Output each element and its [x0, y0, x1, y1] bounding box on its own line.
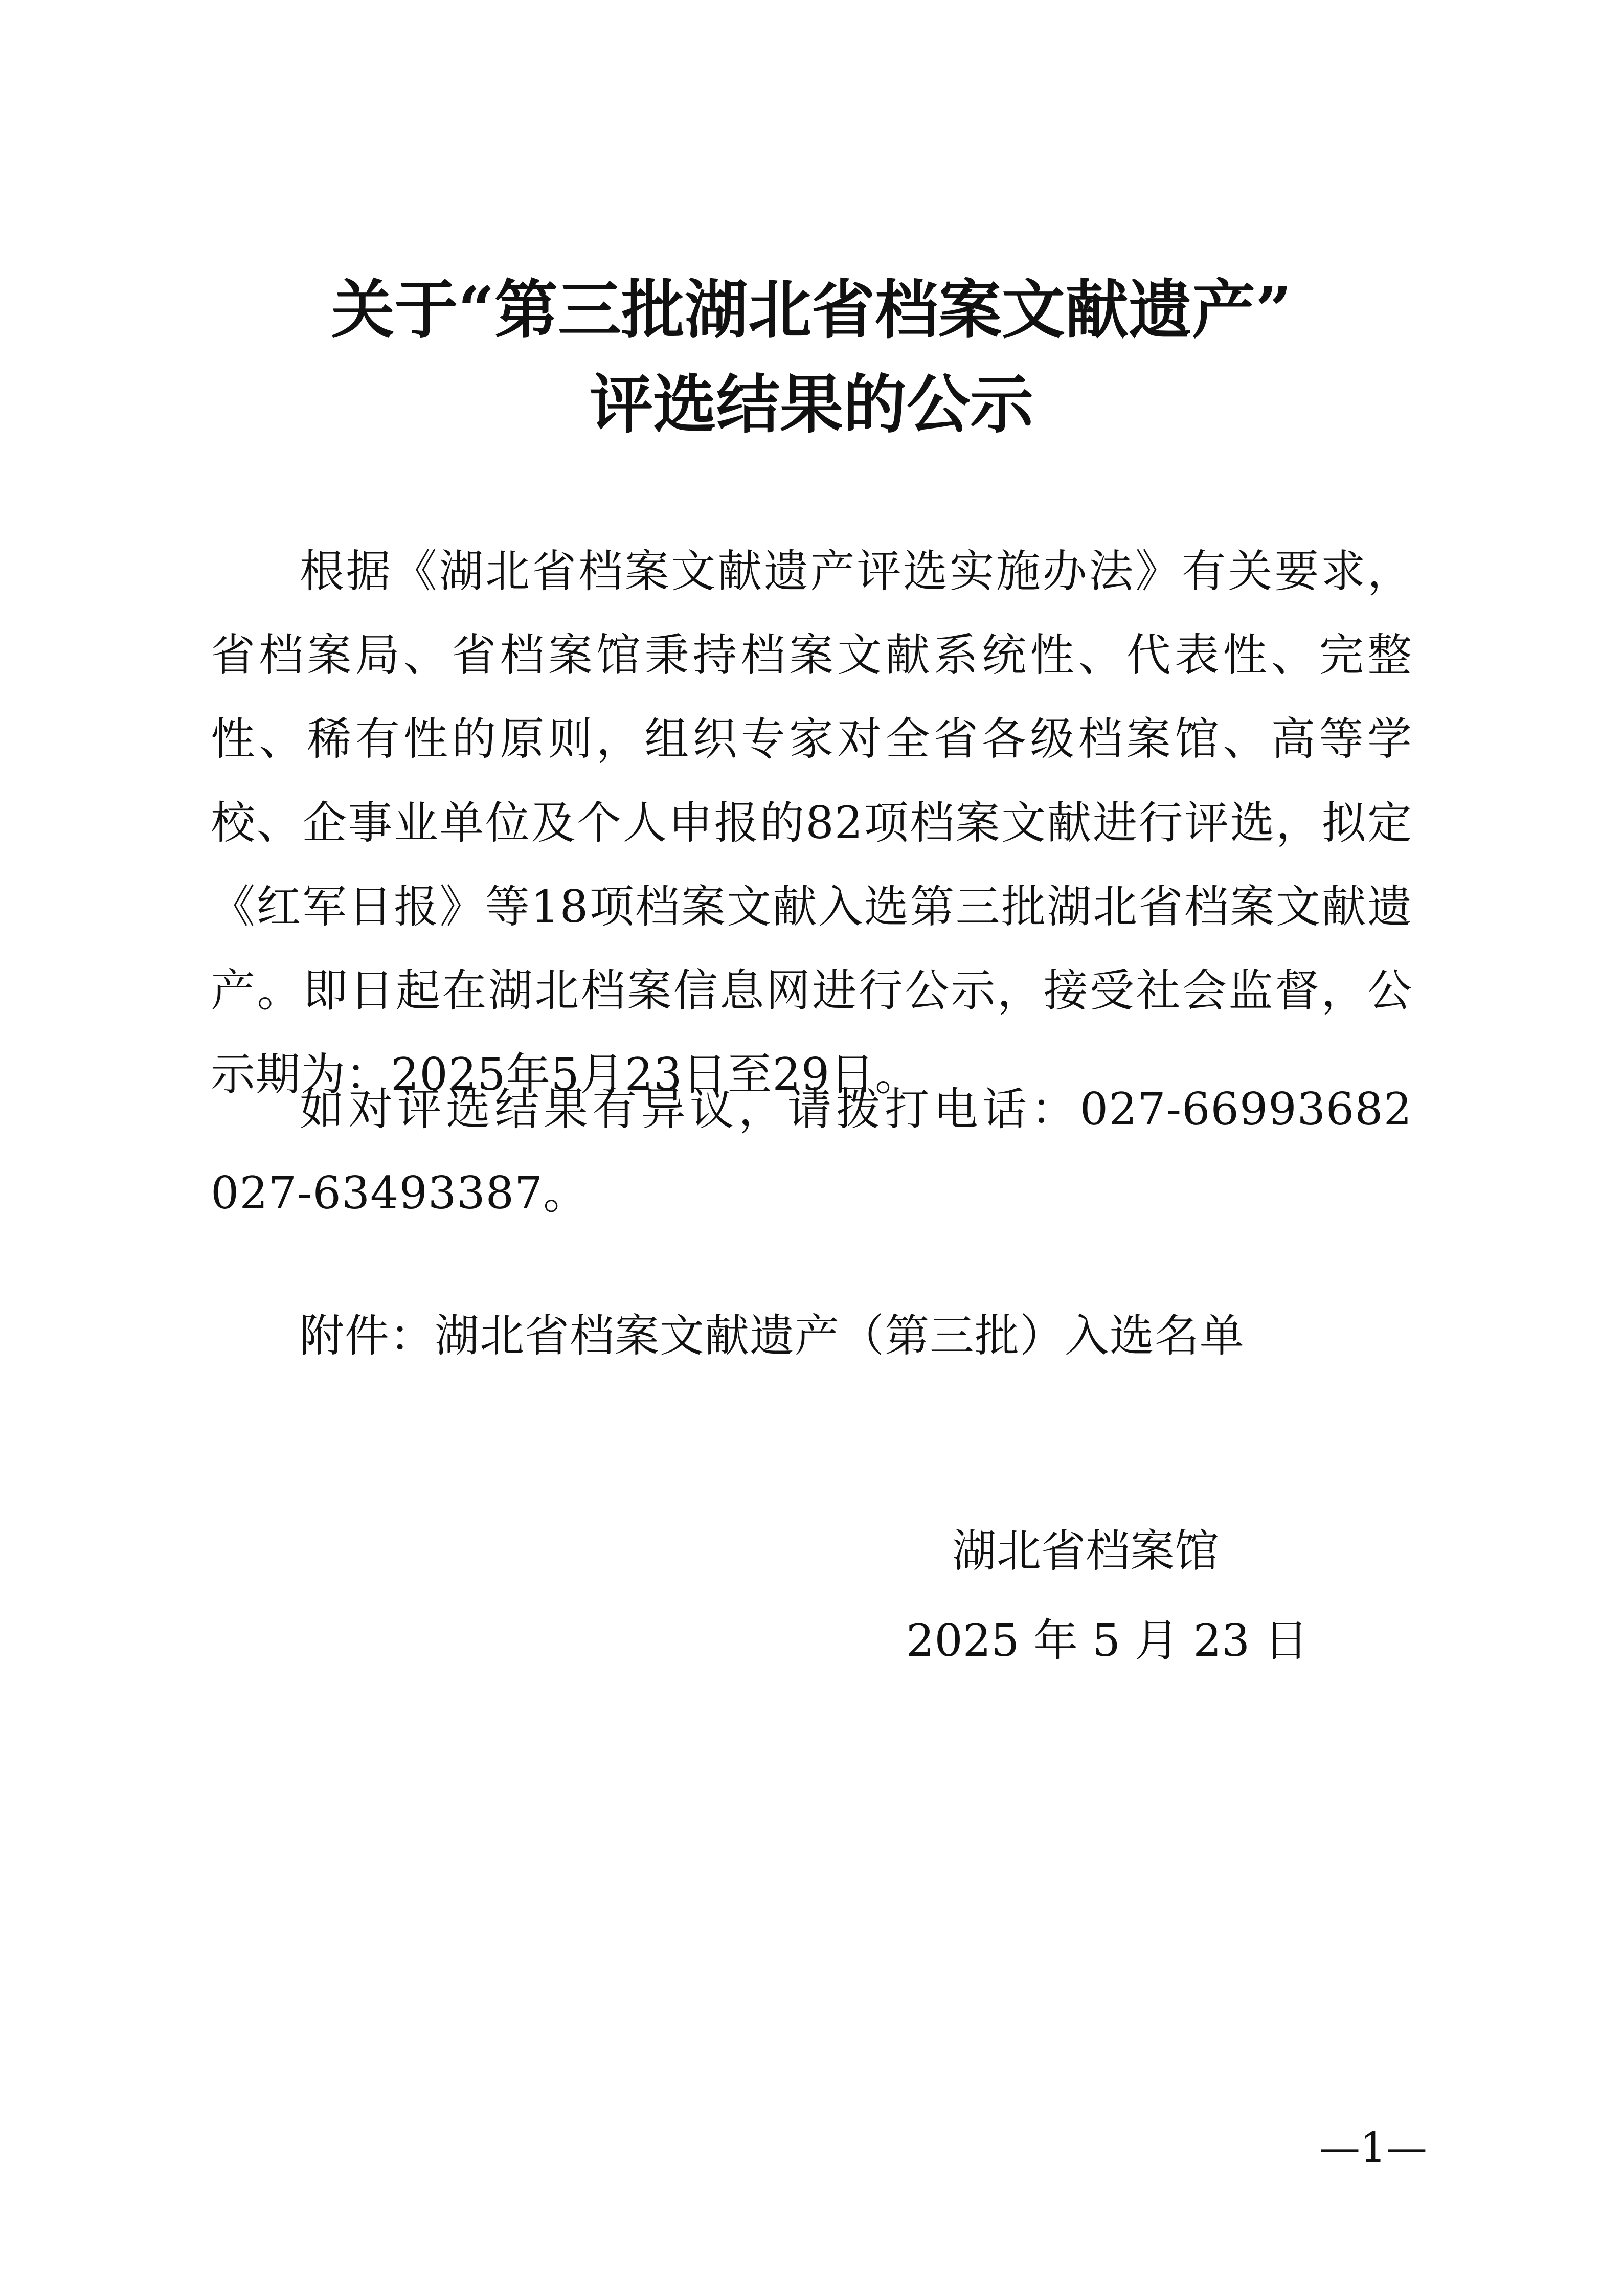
- attachment-note: 附件：湖北省档案文献遗产（第三批）入选名单: [300, 1310, 1245, 1362]
- issue-date: 2025 年 5 月 23 日: [906, 1614, 1309, 1667]
- document-title-line-2: 评选结果的公示: [589, 368, 1033, 442]
- body-paragraph-2: 如对评选结果有异议，请拨打电话：027-66993682 027-63493387。: [211, 1083, 1412, 1219]
- issuer-name: 湖北省档案馆: [952, 1525, 1219, 1577]
- page-number: —1—: [1319, 2124, 1427, 2171]
- document-title-line-1: 关于“第三批湖北省档案文献遗产”: [331, 273, 1292, 347]
- body-paragraph-1: 根据《湖北省档案文献遗产评选实施办法》有关要求，省档案局、省档案馆秉持档案文献系统性、代表性、完整性、稀有性的原则，组织专家对全省各级档案馆、高等学校、企事业单位及个人申报的82项档案文献进行评选，拟定《红军日报》等18项档案文献入选第三批湖北省档案文献遗产。即日起在湖北档案信息网进行公示，接受社会监督，公示期为：2025年5月23日至29日。: [211, 545, 1412, 1100]
